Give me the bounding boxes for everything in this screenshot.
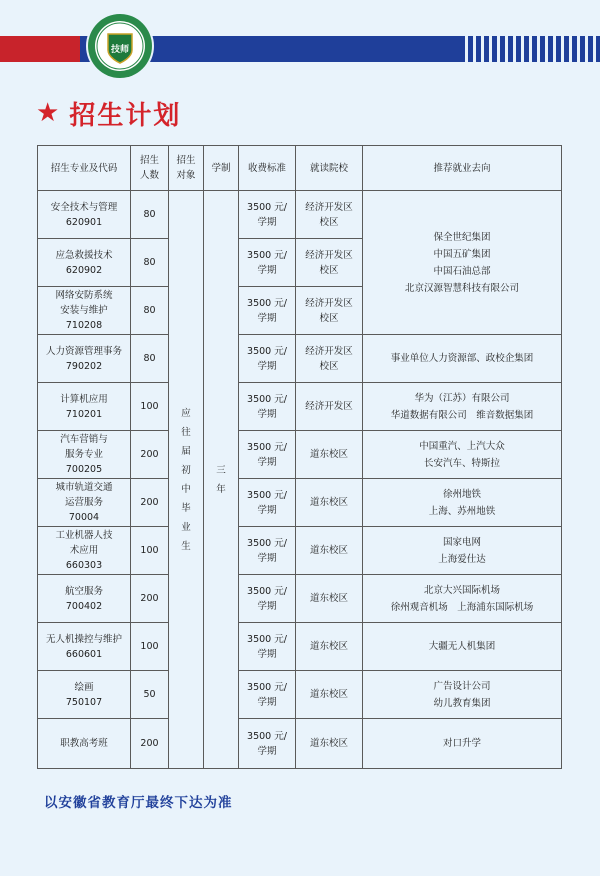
header-target: 招生对象 bbox=[169, 146, 204, 191]
fee-cell: 3500 元/学期 bbox=[239, 671, 296, 719]
header-campus: 就读院校 bbox=[296, 146, 363, 191]
major-cell: 无人机操控与维护 660601 bbox=[38, 623, 131, 671]
fee-cell: 3500 元/学期 bbox=[239, 335, 296, 383]
target-cell: 应往届初中毕业生 bbox=[169, 191, 204, 769]
page-title bbox=[36, 96, 181, 130]
count-cell: 80 bbox=[131, 335, 169, 383]
count-cell: 100 bbox=[131, 623, 169, 671]
jobs-cell: 大疆无人机集团 bbox=[363, 623, 562, 671]
major-cell: 应急救援技术 620902 bbox=[38, 239, 131, 287]
fee-cell: 3500 元/学期 bbox=[239, 479, 296, 527]
campus-cell: 道东校区 bbox=[296, 719, 363, 769]
count-cell: 200 bbox=[131, 719, 169, 769]
count-cell: 200 bbox=[131, 575, 169, 623]
major-cell: 人力资源管理事务 790202 bbox=[38, 335, 131, 383]
page-title-text: 招生计划 bbox=[69, 100, 182, 131]
major-cell: 绘画 750107 bbox=[38, 671, 131, 719]
fee-cell: 3500 元/学期 bbox=[239, 575, 296, 623]
major-cell: 航空服务 700402 bbox=[38, 575, 131, 623]
table-row bbox=[38, 335, 562, 383]
table-row bbox=[38, 191, 562, 239]
campus-cell: 道东校区 bbox=[296, 479, 363, 527]
jobs-cell: 保全世纪集团 中国五矿集团 中国石油总部 北京汉源智慧科技有限公司 bbox=[363, 191, 562, 335]
fee-cell: 3500 元/学期 bbox=[239, 527, 296, 575]
fee-cell: 3500 元/学期 bbox=[239, 239, 296, 287]
table-row bbox=[38, 671, 562, 719]
count-cell: 80 bbox=[131, 239, 169, 287]
header-jobs: 推荐就业去向 bbox=[363, 146, 562, 191]
length-cell: 三年 bbox=[204, 191, 239, 769]
campus-cell: 道东校区 bbox=[296, 623, 363, 671]
table-row bbox=[38, 527, 562, 575]
table-row bbox=[38, 479, 562, 527]
footer-note: 以安徽省教育厅最终下达为准 bbox=[44, 795, 233, 811]
fee-cell: 3500 元/学期 bbox=[239, 623, 296, 671]
major-cell: 计算机应用 710201 bbox=[38, 383, 131, 431]
jobs-cell: 中国重汽、上汽大众 长安汽车、特斯拉 bbox=[363, 431, 562, 479]
enrollment-table bbox=[37, 145, 562, 769]
campus-cell: 经济开发区校区 bbox=[296, 239, 363, 287]
table-row bbox=[38, 623, 562, 671]
major-cell: 汽车营销与服务专业 700205 bbox=[38, 431, 131, 479]
header-length: 学制 bbox=[204, 146, 239, 191]
header-band-red bbox=[0, 36, 80, 62]
jobs-cell: 事业单位人力资源部、政校企集团 bbox=[363, 335, 562, 383]
count-cell: 50 bbox=[131, 671, 169, 719]
jobs-cell: 徐州地铁 上海、苏州地铁 bbox=[363, 479, 562, 527]
major-cell: 工业机器人技术应用 660303 bbox=[38, 527, 131, 575]
jobs-cell: 国家电网 上海爱仕达 bbox=[363, 527, 562, 575]
school-emblem-icon bbox=[86, 12, 154, 80]
table-row bbox=[38, 431, 562, 479]
count-cell: 200 bbox=[131, 479, 169, 527]
count-cell: 200 bbox=[131, 431, 169, 479]
school-logo bbox=[86, 12, 154, 80]
jobs-cell: 北京大兴国际机场 徐州观音机场 上海浦东国际机场 bbox=[363, 575, 562, 623]
campus-cell: 道东校区 bbox=[296, 671, 363, 719]
table-row bbox=[38, 719, 562, 769]
count-cell: 80 bbox=[131, 287, 169, 335]
campus-cell: 经济开发区校区 bbox=[296, 335, 363, 383]
header-count: 招生人数 bbox=[131, 146, 169, 191]
header-fee: 收费标准 bbox=[239, 146, 296, 191]
svg-text:技师: 技师 bbox=[110, 45, 130, 55]
header-band-stripes bbox=[460, 36, 600, 62]
campus-cell: 道东校区 bbox=[296, 527, 363, 575]
major-cell: 网络安防系统安装与维护 710208 bbox=[38, 287, 131, 335]
major-cell: 职教高考班 bbox=[38, 719, 131, 769]
fee-cell: 3500 元/学期 bbox=[239, 191, 296, 239]
count-cell: 80 bbox=[131, 191, 169, 239]
campus-cell: 经济开发区校区 bbox=[296, 191, 363, 239]
campus-cell: 经济开发区 bbox=[296, 383, 363, 431]
star-icon: ★ bbox=[36, 98, 62, 128]
campus-cell: 道东校区 bbox=[296, 431, 363, 479]
jobs-cell: 对口升学 bbox=[363, 719, 562, 769]
jobs-cell: 华为（江苏）有限公司 华道数据有限公司 维音数据集团 bbox=[363, 383, 562, 431]
fee-cell: 3500 元/学期 bbox=[239, 431, 296, 479]
header-major: 招生专业及代码 bbox=[38, 146, 131, 191]
table-row bbox=[38, 383, 562, 431]
major-cell: 城市轨道交通运营服务 70004 bbox=[38, 479, 131, 527]
fee-cell: 3500 元/学期 bbox=[239, 287, 296, 335]
count-cell: 100 bbox=[131, 527, 169, 575]
fee-cell: 3500 元/学期 bbox=[239, 383, 296, 431]
table-row bbox=[38, 575, 562, 623]
fee-cell: 3500 元/学期 bbox=[239, 719, 296, 769]
jobs-cell: 广告设计公司 幼儿教育集团 bbox=[363, 671, 562, 719]
campus-cell: 道东校区 bbox=[296, 575, 363, 623]
campus-cell: 经济开发区校区 bbox=[296, 287, 363, 335]
table-header-row bbox=[38, 146, 562, 191]
count-cell: 100 bbox=[131, 383, 169, 431]
major-cell: 安全技术与管理 620901 bbox=[38, 191, 131, 239]
